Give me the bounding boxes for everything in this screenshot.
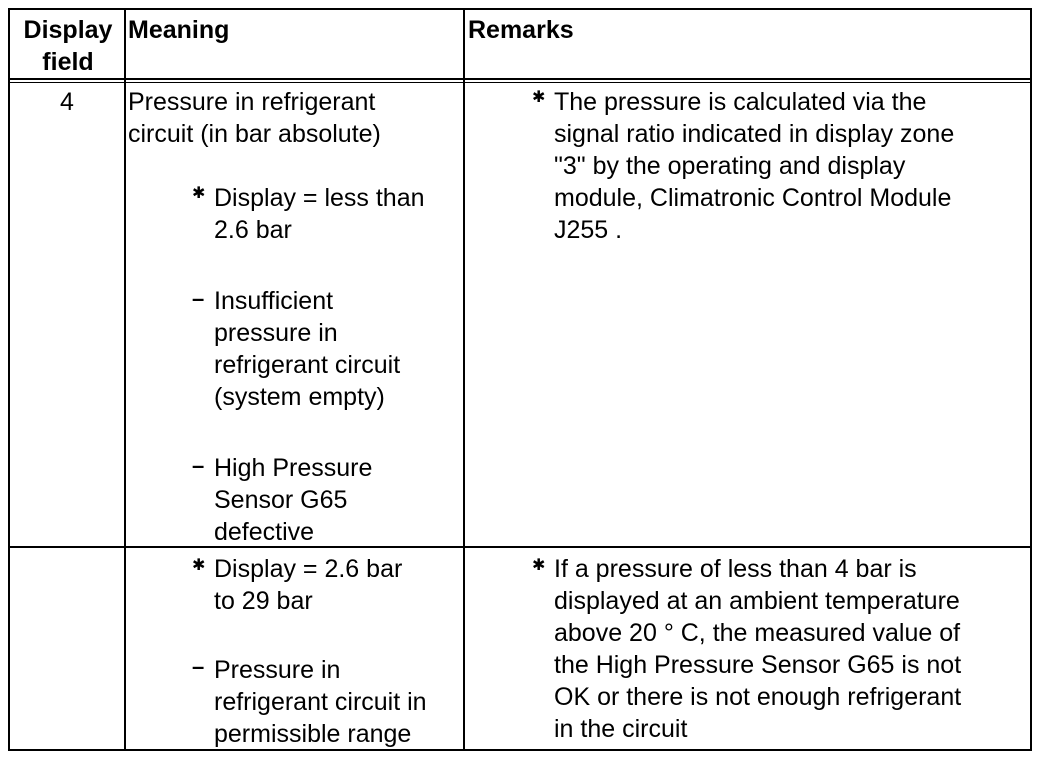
star-bullet-icon: ✱ — [192, 557, 206, 574]
row1-display-field: 4 — [60, 88, 74, 116]
header-display-field: Display field — [23, 16, 113, 76]
row1-cause-2: High Pressure Sensor G65 defective — [214, 454, 373, 546]
row1-condition: Display = less than 2.6 bar — [214, 184, 425, 244]
row1-cause-1: Insufficient pressure in refrigerant circuit (system empty) — [214, 287, 401, 411]
column-divider — [124, 10, 126, 751]
star-bullet-icon: ✱ — [532, 89, 546, 106]
row2-remark: If a pressure of less than 4 bar is displayed at an ambient temperature above 20 ° C, the measured value of the High Pressure Sensor G65 is not OK or there is not enough refrigerant in the circuit — [554, 555, 962, 743]
header-divider — [10, 78, 1032, 80]
row-divider — [10, 546, 1032, 548]
header-remarks: Remarks — [468, 16, 574, 44]
header-divider — [10, 82, 1032, 83]
row2-cause-1: Pressure in refrigerant circuit in permissible range — [214, 656, 427, 748]
dash-bullet-icon: – — [192, 453, 205, 478]
header-meaning: Meaning — [128, 16, 230, 44]
dash-bullet-icon: – — [192, 654, 205, 679]
column-divider — [463, 10, 465, 751]
data-table — [8, 8, 1032, 751]
row2-condition: Display = 2.6 bar to 29 bar — [214, 555, 403, 615]
row1-meaning-intro: Pressure in refrigerant circuit (in bar absolute) — [128, 88, 381, 148]
star-bullet-icon: ✱ — [532, 557, 546, 574]
star-bullet-icon: ✱ — [192, 185, 206, 202]
row1-remark: The pressure is calculated via the signal ratio indicated in display zone "3" by the operating and display module, Climatronic Control Module J255 . — [554, 88, 955, 244]
dash-bullet-icon: – — [192, 286, 205, 311]
